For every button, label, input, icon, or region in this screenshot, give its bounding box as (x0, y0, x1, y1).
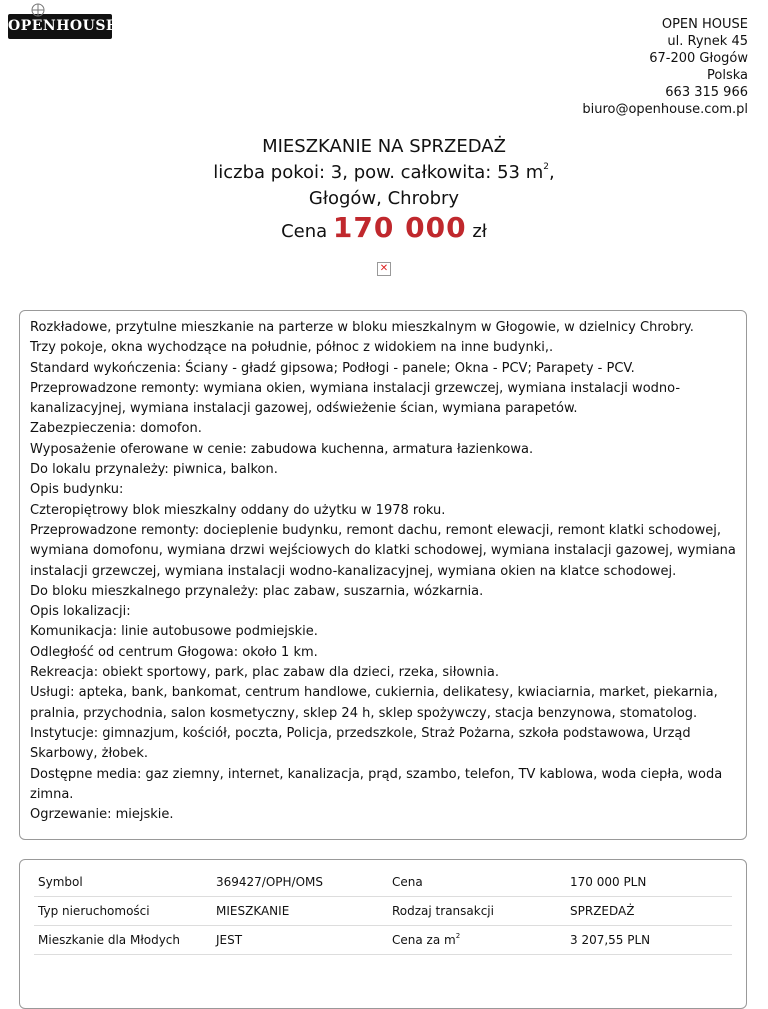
param-value: 170 000 PLN (570, 868, 732, 897)
param-value: SPRZEDAŻ (570, 897, 732, 926)
broken-image-icon: ✕ (377, 262, 391, 276)
table-row (34, 926, 732, 955)
description-line: Odległość od centrum Głogowa: około 1 km. (30, 644, 318, 660)
description-line: Do lokalu przynależy: piwnica, balkon. (30, 462, 278, 478)
description-line: Komunikacja: linie autobusowe podmiejskie. (30, 624, 318, 640)
description-line: Rekreacja: obiekt sportowy, park, plac zabaw dla dzieci, rzeka, siłownia. (30, 665, 499, 681)
description-line: Zabezpieczenia: domofon. (30, 421, 202, 437)
parameters-table (34, 868, 732, 955)
crest-icon (28, 3, 48, 17)
price-currency: zł (472, 221, 487, 242)
description-line: Ogrzewanie: miejskie. (30, 807, 174, 823)
param-label: Typ nieruchomości (34, 897, 216, 926)
price-line (0, 208, 768, 252)
description-line: Czteropiętrowy blok mieszkalny oddany do użytku w 1978 roku. (30, 502, 446, 518)
offer-details-text: liczba pokoi: 3, pow. całkowita: 53 m (213, 162, 544, 183)
description-line: Instytucje: gimnazjum, kościół, poczta, Policja, przedszkole, Straż Pożarna, szkoła podstawowa, Urząd Skarbowy, żłobek. (30, 725, 691, 762)
price-label: Cena (281, 221, 328, 242)
logo-text: OPENHOUSE (8, 18, 118, 34)
company-logo (8, 14, 118, 39)
description-box (19, 310, 747, 840)
param-label: Mieszkanie dla Młodych (34, 926, 216, 955)
param-label (392, 897, 570, 926)
description-line: Rozkładowe, przytulne mieszkanie na parterze w bloku mieszkalnym w Głogowie, w dzielnicy Chrobry. (30, 320, 694, 335)
param-value: 3 207,55 PLN (570, 926, 732, 955)
param-label (392, 868, 570, 897)
company-name: OPEN HOUSE (661, 17, 748, 32)
offer-location: Głogów, Chrobry (308, 188, 460, 209)
description-line: Opis lokalizacji: (30, 604, 131, 620)
parameters-box (19, 859, 747, 1009)
param-label-text: Rodzaj transakcji (392, 904, 494, 918)
offer-details-suffix: , (549, 162, 555, 183)
param-label-text: Cena (392, 875, 423, 889)
area-unit-sup: 2 (543, 162, 549, 172)
company-contact (582, 16, 748, 118)
param-label: Symbol (34, 868, 216, 897)
company-email[interactable]: biuro@openhouse.com.pl (582, 102, 748, 117)
description-line: Przeprowadzone remonty: wymiana okien, wymiana instalacji grzewczej, wymiana instalacji wodno-kanalizacyjnej, wymiana instalacji gazowej, odświeżenie ścian, wymiana parapetów. (30, 380, 681, 417)
company-street: ul. Rynek 45 (667, 34, 748, 49)
description-line: Opis budynku: (30, 482, 124, 498)
company-city: 67-200 Głogów (649, 51, 748, 66)
offer-headline (0, 134, 768, 212)
price-amount: 170 000 (332, 211, 467, 244)
offer-title: MIESZKANIE NA SPRZEDAŻ (262, 136, 506, 157)
description-line: Dostępne media: gaz ziemny, internet, kanalizacja, prąd, szambo, telefon, TV kablowa, woda ciepła, woda zimna. (30, 766, 723, 802)
param-value: 369427/OPH/OMS (216, 868, 392, 897)
param-label-sup: 2 (455, 932, 461, 940)
description-line: Przeprowadzone remonty: docieplenie budynku, remont dachu, remont elewacji, remont klatki schodowej, wymiana domofonu, wymiana drzwi wejściowych do klatki schodowej, wymiana instalacji gazowej, wymiana instalacji grzewczej, wymiana instalacji wodno-kanalizacyjnej, wymiana okien na klatce schodowej. (30, 522, 736, 579)
description-line: Wyposażenie oferowane w cenie: zabudowa kuchenna, armatura łazienkowa. (30, 441, 534, 457)
offer-details (0, 160, 768, 186)
description-line: Usługi: apteka, bank, bankomat, centrum handlowe, cukiernia, delikatesy, kwiaciarnia, market, piekarnia, pralnia, przychodnia, salon kosmetyczny, sklep 24 h, sklep spożywczy, stacja benzynowa, stomatolog. (30, 685, 718, 721)
description-line: Trzy pokoje, okna wychodzące na południe, północ z widokiem na inne budynki,. (30, 340, 554, 356)
table-row (34, 868, 732, 897)
param-value: MIESZKANIE (216, 897, 392, 926)
param-label-text: Cena za m (392, 933, 456, 947)
param-label (392, 926, 570, 955)
company-country: Polska (707, 68, 748, 83)
company-phone: 663 315 966 (665, 85, 748, 100)
description-line: Standard wykończenia: Ściany - gładź gipsowa; Podłogi - panele; Okna - PCV; Parapety - PCV. (30, 360, 635, 376)
description-line: Do bloku mieszkalnego przynależy: plac zabaw, suszarnia, wózkarnia. (30, 583, 484, 599)
param-value: JEST (216, 926, 392, 955)
table-row (34, 897, 732, 926)
